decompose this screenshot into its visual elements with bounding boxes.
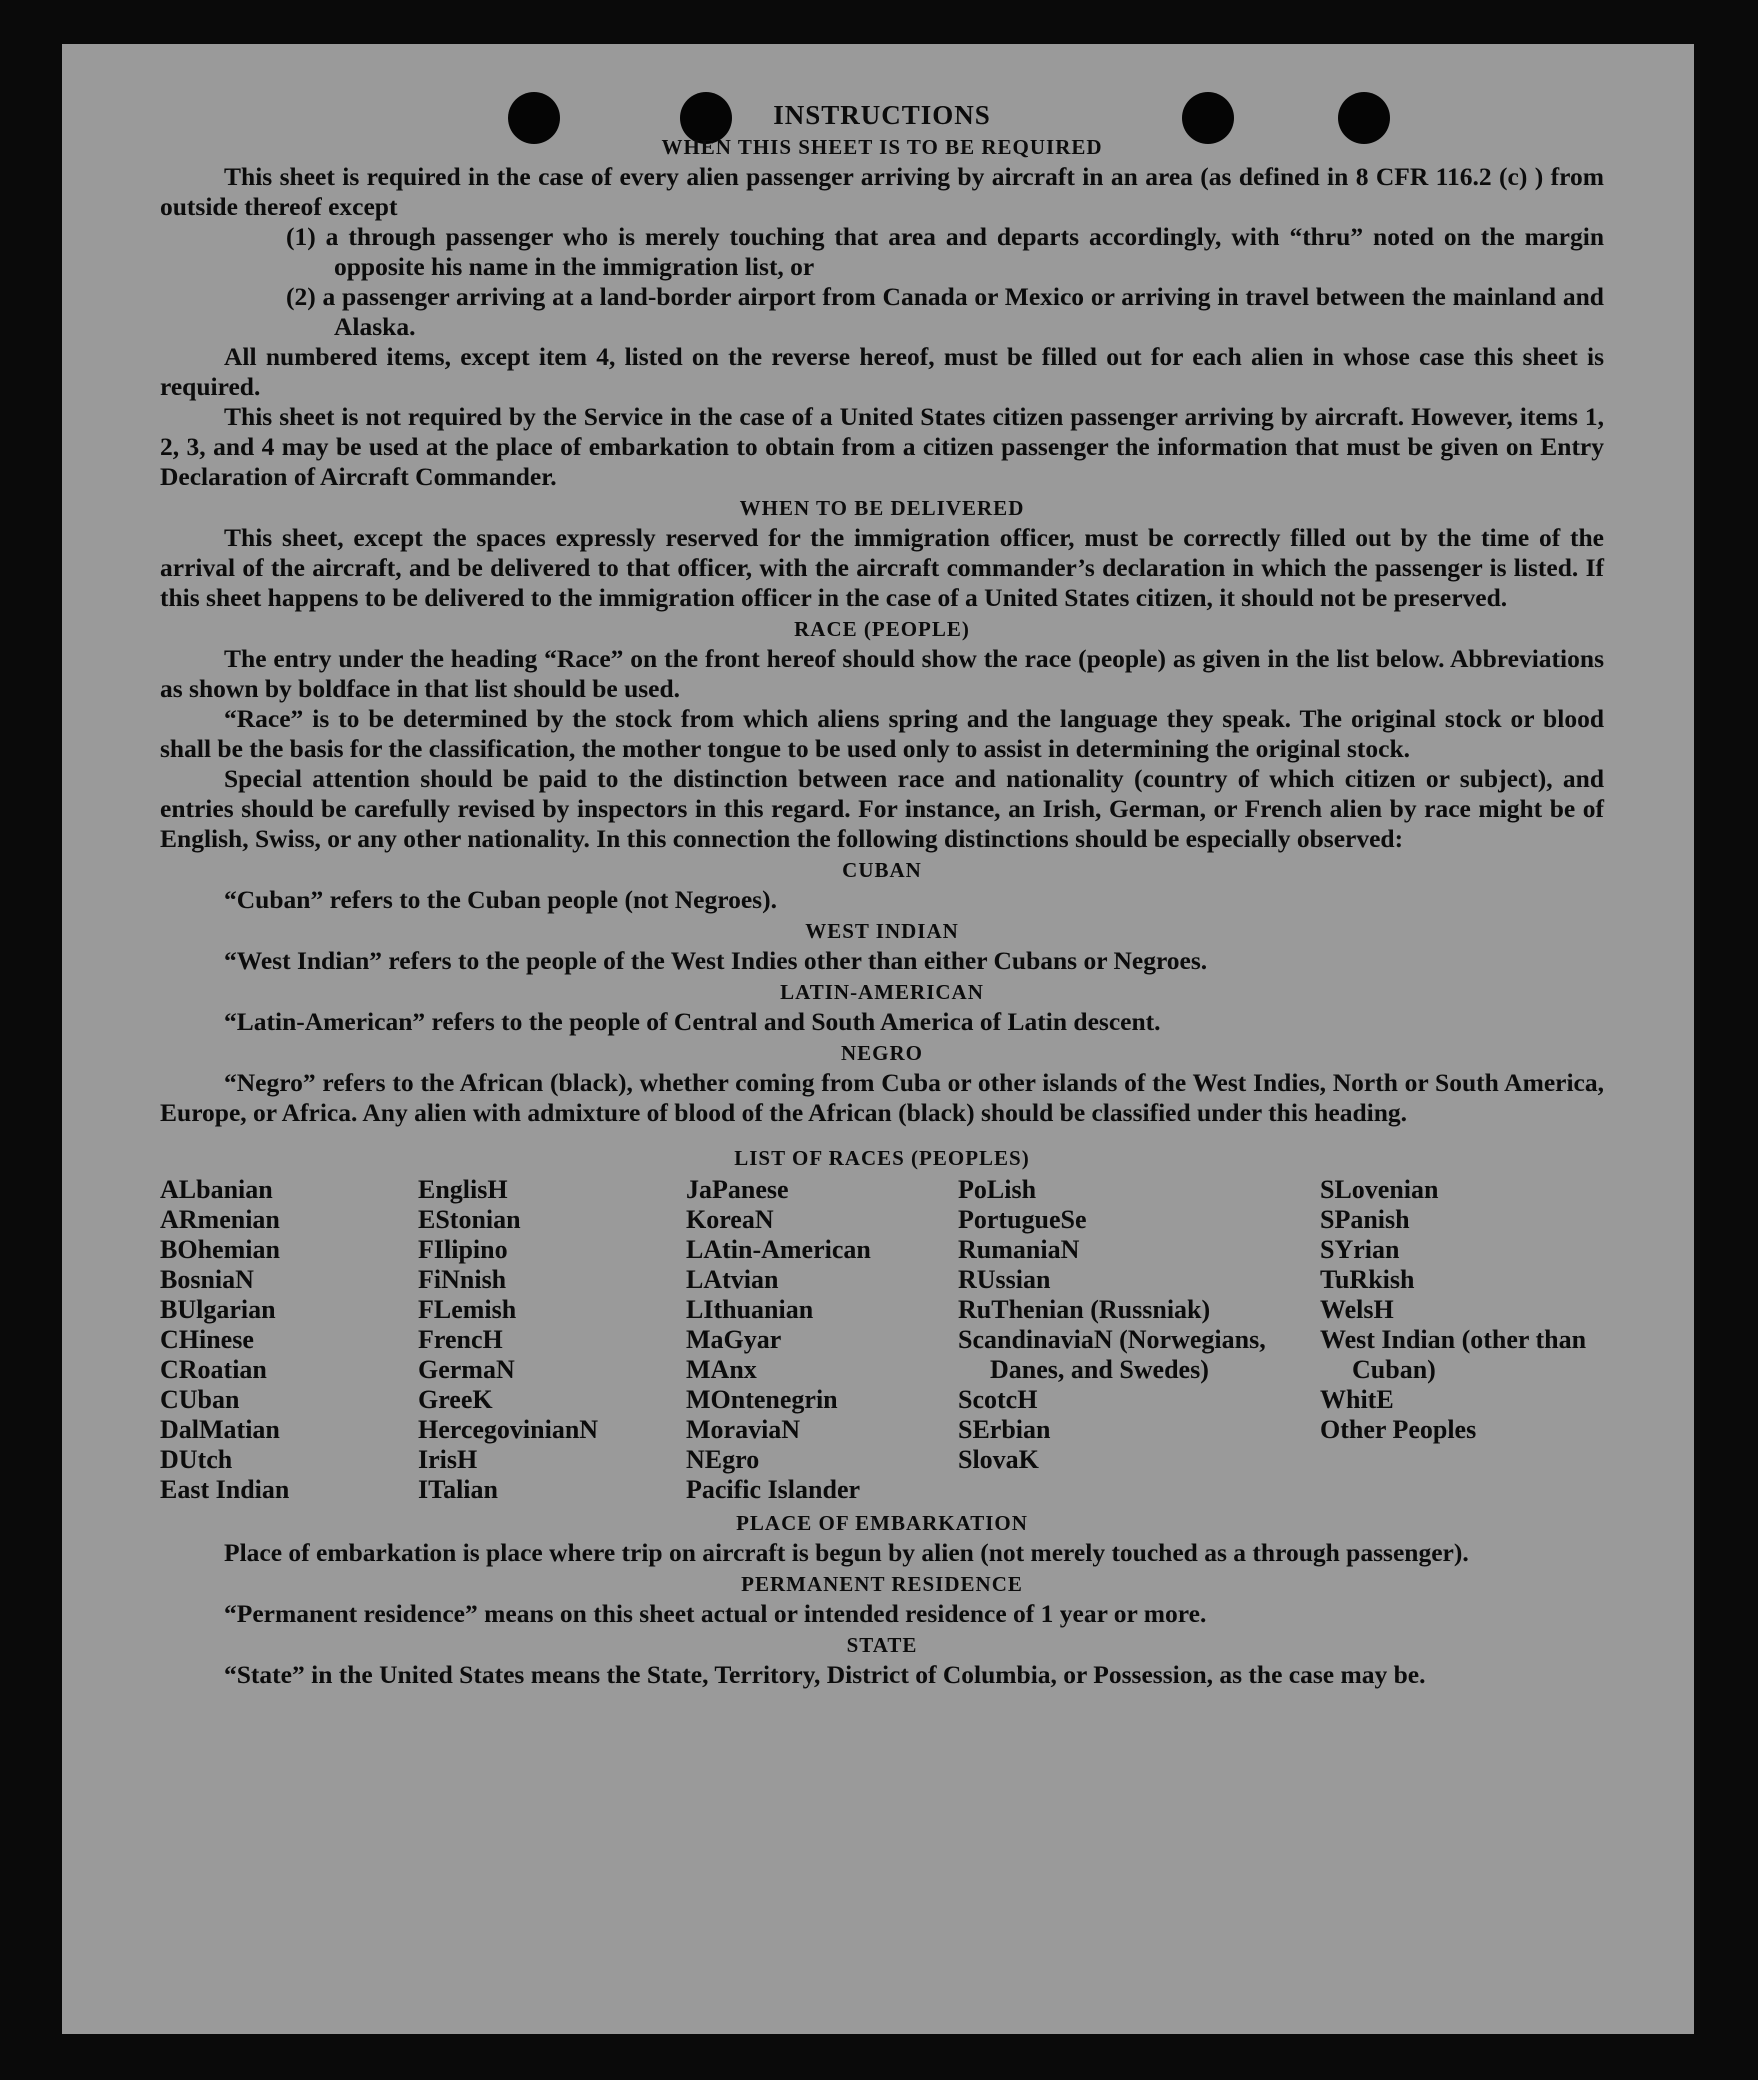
race-item: Other Peoples [1320,1415,1477,1444]
heading-state: STATE [846,1633,918,1657]
race-item: SPanish [1320,1205,1410,1234]
race-item: East Indian [160,1475,290,1504]
delivered-text: This sheet, except the spaces expressly reserved for the immigration officer, must be correctly filled out by the time of the arrival of the aircraft, and be delivered to that officer, with the aircraft commander’s declaration in which the passenger is listed. If this sheet happens to be delivered to the immigration officer in the case of a United States citizen, it should not be preserved. [160,523,1604,612]
race-para-1: The entry under the heading “Race” on the front hereof should show the race (people) as given in the list below. Abbreviations as shown by boldface in that list should be used. [160,644,1604,703]
race-item: PoLish [958,1175,1037,1204]
race-item: TuRkish [1320,1265,1415,1294]
race-item: EStonian [418,1205,521,1234]
race-item: SYrian [1320,1235,1400,1264]
race-item: IrisH [418,1445,478,1474]
race-item: FrencH [418,1325,503,1354]
heading-when-required: WHEN THIS SHEET IS TO BE REQUIRED [661,135,1103,159]
heading-races-list: LIST OF RACES (PEOPLES) [734,1146,1030,1170]
race-item: DalMatian [160,1415,280,1444]
latin-american-text: “Latin-American” refers to the people of Central and South America of Latin descent. [224,1007,1161,1036]
races-column-1 [160,1175,418,1505]
heading-cuban: CUBAN [842,858,922,882]
race-item: LAtin-American [686,1235,871,1264]
race-item: JaPanese [686,1175,789,1204]
race-item: BosniaN [160,1265,254,1294]
race-para-2: “Race” is to be determined by the stock from which aliens spring and the language they speak. The original stock or blood shall be the basis for the classification, the mother tongue to be used only to assist in determining the original stock. [160,704,1604,763]
negro-text: “Negro” refers to the African (black), whether coming from Cuba or other islands of the West Indies, North or South America, Europe, or Africa. Any alien with admixture of blood of the African (black) should be classified under this heading. [160,1068,1604,1127]
heading-embarkation: PLACE OF EMBARKATION [736,1511,1028,1535]
race-item: FLemish [418,1295,517,1324]
document-sheet [62,44,1694,2034]
race-item: ALbanian [160,1175,273,1204]
page-title: INSTRUCTIONS [773,100,991,130]
race-item: CUban [160,1385,240,1414]
race-item: FiNnish [418,1265,507,1294]
race-item: SLovenian [1320,1175,1439,1204]
races-column-4 [958,1175,1320,1505]
race-para-3: Special attention should be paid to the distinction between race and nationality (country of which citizen or subject), and entries should be carefully revised by inspectors in this regard. For instance, an Irish, German, or French alien by race might be of English, Swiss, or any other nationality. In this connection the following distinctions should be especially observed: [160,764,1604,853]
heading-latin-american: LATIN-AMERICAN [780,980,984,1004]
heading-race: RACE (PEOPLE) [794,617,970,641]
race-item: LIthuanian [686,1295,814,1324]
race-item: RumaniaN [958,1235,1080,1264]
races-list [160,1175,1604,1505]
race-item: CHinese [160,1325,254,1354]
races-column-2 [418,1175,686,1505]
required-item-1: (1) a through passenger who is merely touching that area and departs accordingly, with “thru” noted on the margin opposite his name in the immigration list, or [286,222,1604,281]
race-item: ScotcH [958,1385,1038,1414]
race-item: DUtch [160,1445,233,1474]
embarkation-text: Place of embarkation is place where trip on aircraft is begun by alien (not merely touched as a through passenger). [224,1538,1469,1567]
race-item: LAtvian [686,1265,779,1294]
race-item: KoreaN [686,1205,774,1234]
race-item: RUssian [958,1265,1051,1294]
race-item: MoraviaN [686,1415,801,1444]
heading-when-delivered: WHEN TO BE DELIVERED [739,496,1025,520]
required-para-3: This sheet is not required by the Service in the case of a United States citizen passenger arriving by aircraft. However, items 1, 2, 3, and 4 may be used at the place of embarkation to obtain from a citizen passenger the information that must be given on Entry Declaration of Aircraft Commander. [160,402,1604,491]
heading-negro: NEGRO [840,1041,923,1065]
race-item: FIlipino [418,1235,508,1264]
required-para-2: All numbered items, except item 4, listed on the reverse hereof, must be filled out for each alien in whose case this sheet is required. [160,342,1604,401]
race-item: EnglisH [418,1175,508,1204]
residence-text: “Permanent residence” means on this sheet actual or intended residence of 1 year or more. [224,1599,1207,1628]
race-item: ScandinaviaN (Norwegians, Danes, and Swedes) [958,1325,1266,1384]
races-column-5 [1320,1175,1604,1505]
race-item: BUlgarian [160,1295,276,1324]
race-item: SErbian [958,1415,1051,1444]
race-item: GreeK [418,1385,493,1414]
race-item: ARmenian [160,1205,280,1234]
heading-permanent-residence: PERMANENT RESIDENCE [741,1572,1023,1596]
race-item: SlovaK [958,1445,1039,1474]
race-item: WelsH [1320,1295,1394,1324]
races-column-3 [686,1175,958,1505]
cuban-text: “Cuban” refers to the Cuban people (not Negroes). [224,885,777,914]
race-item: WhitE [1320,1385,1394,1414]
race-item: CRoatian [160,1355,267,1384]
race-item: Pacific Islander [686,1475,861,1504]
west-indian-text: “West Indian” refers to the people of the West Indies other than either Cubans or Negroes. [224,946,1208,975]
heading-west-indian: WEST INDIAN [805,919,959,943]
race-item: MAnx [686,1355,757,1384]
required-intro: This sheet is required in the case of every alien passenger arriving by aircraft in an area (as defined in 8 CFR 116.2 (c) ) from outside thereof except [160,162,1604,221]
race-item: MOntenegrin [686,1385,838,1414]
state-text: “State” in the United States means the State, Territory, District of Columbia, or Possession, as the case may be. [224,1660,1426,1689]
instructions-content [160,100,1604,1690]
race-item: RuThenian (Russniak) [958,1295,1211,1324]
race-item: West Indian (other than Cuban) [1320,1325,1587,1384]
race-item: NEgro [686,1445,760,1474]
race-item: HercegovinianN [418,1415,599,1444]
race-item: GermaN [418,1355,515,1384]
race-item: PortugueSe [958,1205,1087,1234]
race-item: ITalian [418,1475,498,1504]
required-item-2: (2) a passenger arriving at a land-border airport from Canada or Mexico or arriving in travel between the mainland and Alaska. [286,282,1604,341]
race-item: MaGyar [686,1325,782,1354]
race-item: BOhemian [160,1235,280,1264]
